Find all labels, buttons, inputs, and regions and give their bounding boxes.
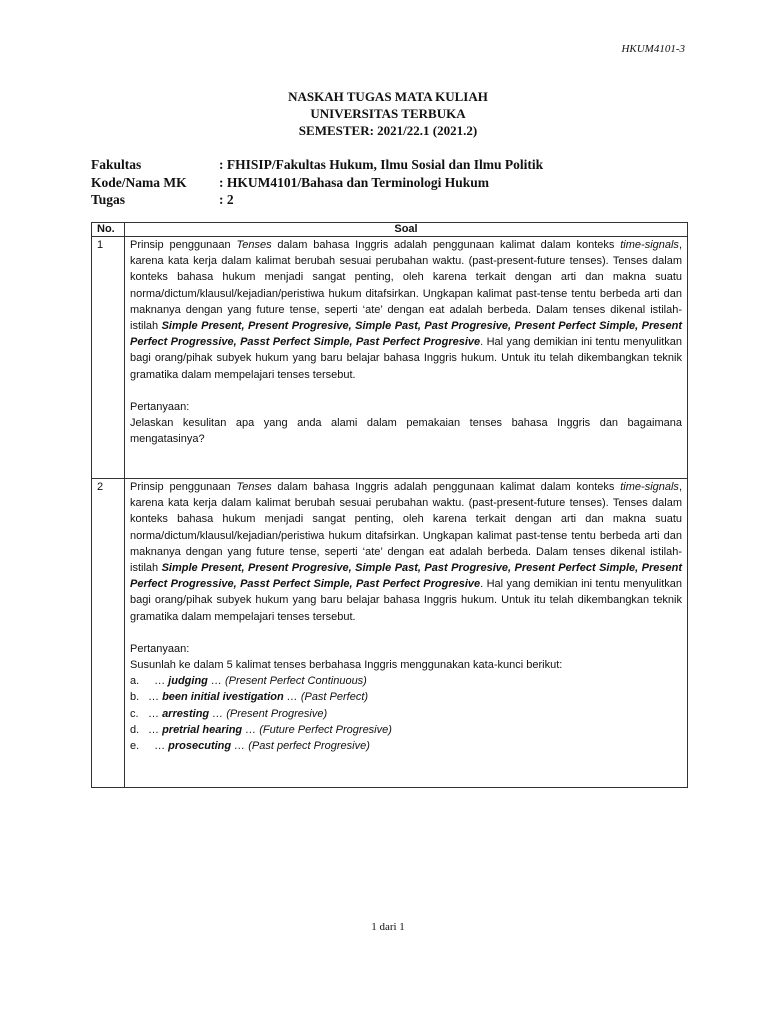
question-intro: Prinsip penggunaan Tenses dalam bahasa Inggris adalah penggunaan kalimat dalam konteks time-signals, karena kata kerja dalam kalimat berubah sesuai perubahan waktu. (past-present-future tenses). Tenses dalam konteks bahasa hukum menjadi sangat penting, oleh karena terkait dengan arti dan makna suatu norma/dictum/klausul/kejadian/peristiwa hukum ditafsirkan. Ungkapan kalimat past-tense tentu berbeda arti dan maknanya dengan yang future tense, seperti ‘ate’ dengan eat adalah berbeda. Dalam tenses dikenal istilah-istilah Simple Present, Present Progresive, Simple Past, Past Progresive, Present Perfect Simple, Present Perfect Progressive, Passt Perfect Simple, Past Perfect Progresive. Hal yang demikian ini tentu menyulitkan bagi orang/pihak subyek hukum yang baru belajar bahasa Inggris hukum. Untuk itu telah dikembangkan teknik gramatika dalam mempelajari tenses tersebut. — [130, 239, 682, 381]
row-number: 1 — [92, 237, 125, 479]
column-header-soal: Soal — [125, 223, 688, 237]
question-cell — [125, 237, 688, 479]
title-line: UNIVERSITAS TERBUKA — [310, 106, 466, 121]
question-cell — [125, 479, 688, 788]
pertanyaan-label: Pertanyaan: — [130, 642, 190, 655]
pertanyaan-label: Pertanyaan: — [130, 400, 190, 413]
title-line: NASKAH TUGAS MATA KULIAH — [288, 89, 488, 104]
table-header-row — [92, 223, 688, 237]
info-value: : FHISIP/Fakultas Hukum, Ilmu Sosial dan Ilmu Politik — [219, 157, 544, 172]
info-label: Kode/Nama MK — [91, 174, 187, 190]
course-info — [91, 156, 543, 209]
question-table — [91, 222, 688, 788]
info-label: Tugas — [91, 192, 126, 207]
table-row — [92, 237, 688, 479]
title-line: SEMESTER: 2021/22.1 (2021.2) — [298, 123, 478, 138]
question-text: Jelaskan kesulitan apa yang anda alami dalam pemakaian tenses bahasa Inggris dan bagaimana mengatasinya? — [130, 417, 682, 446]
option-b: b. … been initial ivestigation … (Past Perfect) — [130, 691, 369, 704]
info-row-tugas — [91, 191, 543, 209]
option-a: a. … judging … (Present Perfect Continuous) — [130, 675, 367, 688]
info-label: Fakultas — [91, 157, 142, 172]
info-value: : 2 — [219, 192, 234, 207]
question-text: Susunlah ke dalam 5 kalimat tenses berbahasa Inggris menggunakan kata-kunci berikut: — [130, 659, 563, 672]
option-d: d. … pretrial hearing … (Future Perfect Progresive) — [130, 723, 392, 736]
row-number: 2 — [92, 479, 125, 788]
page-number: 1 dari 1 — [371, 921, 405, 933]
column-header-no: No. — [92, 223, 125, 237]
table-row — [92, 479, 688, 788]
option-c: c. … arresting … (Present Progresive) — [130, 707, 328, 720]
document-code: HKUM4101-3 — [621, 43, 685, 55]
option-e: e. … prosecuting … (Past perfect Progresive) — [130, 740, 370, 753]
info-row-fakultas — [91, 156, 543, 174]
document-title — [0, 88, 768, 139]
question-intro: Prinsip penggunaan Tenses dalam bahasa Inggris adalah penggunaan kalimat dalam konteks time-signals, karena kata kerja dalam kalimat berubah sesuai perubahan waktu. (past-present-future tenses). Tenses dalam konteks bahasa hukum menjadi sangat penting, oleh karena terkait dengan arti dan makna suatu norma/dictum/klausul/kejadian/peristiwa hukum ditafsirkan. Ungkapan kalimat past-tense tentu berbeda arti dan maknanya dengan yang future tense, seperti ‘ate’ dengan eat adalah berbeda. Dalam tenses dikenal istilah-istilah Simple Present, Present Progresive, Simple Past, Past Progresive, Present Perfect Simple, Present Perfect Progressive, Passt Perfect Simple, Past Perfect Progresive. Hal yang demikian ini tentu menyulitkan bagi orang/pihak subyek hukum yang baru belajar bahasa Inggris hukum. Untuk itu telah dikembangkan teknik gramatika dalam mempelajari tenses tersebut. — [130, 481, 682, 623]
info-row-kode — [91, 174, 543, 192]
info-value: : HKUM4101/Bahasa dan Terminologi Hukum — [219, 174, 490, 190]
